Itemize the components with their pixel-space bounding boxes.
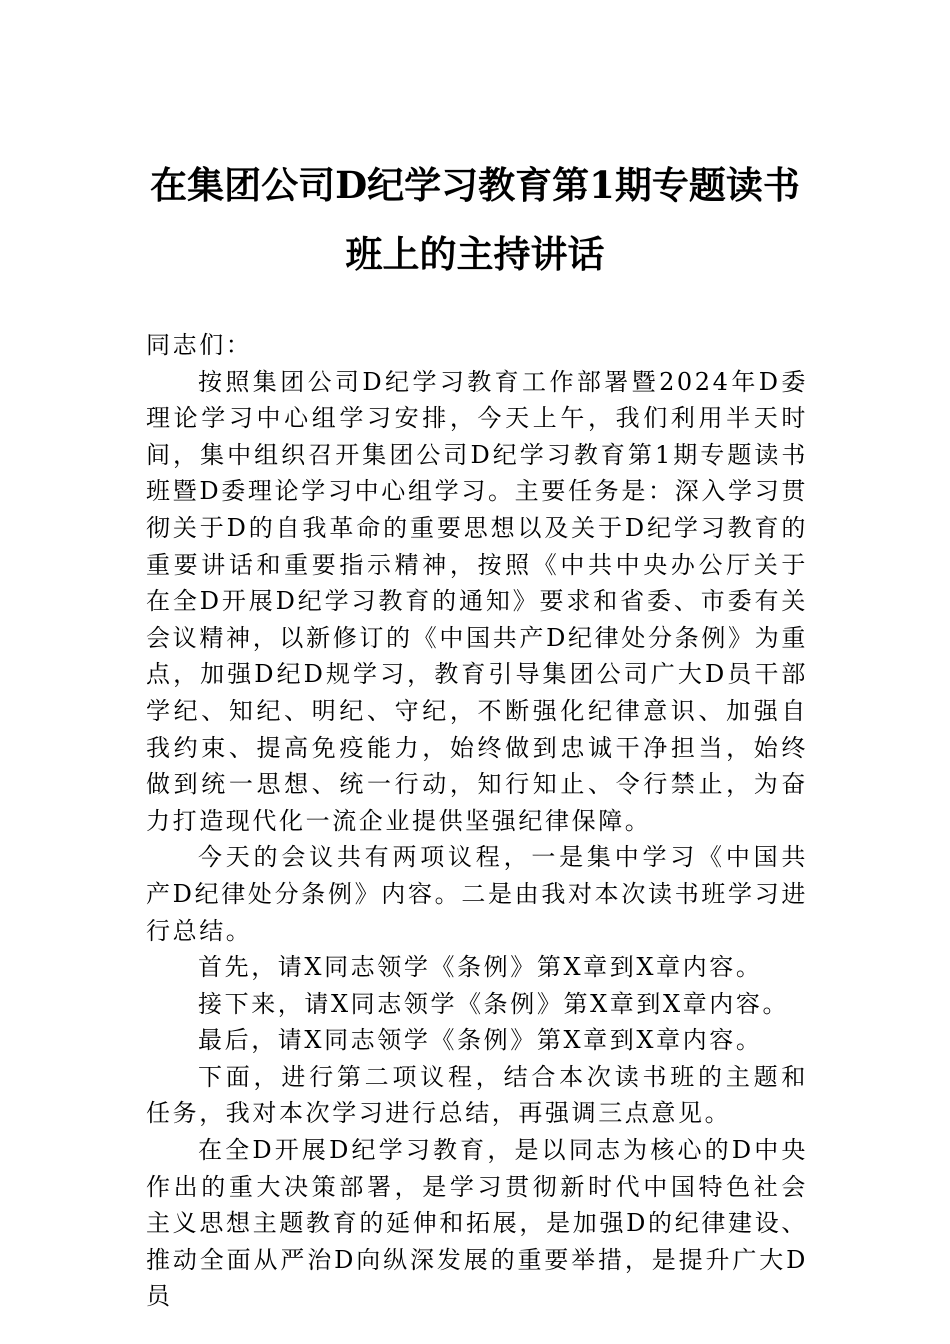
paragraph-5: 最后，请X同志领学《条例》第X章到X章内容。 [198, 1026, 763, 1055]
document-title-line-1: 在集团公司D纪学习教育第1期专题读书 [150, 163, 800, 207]
paragraph-7: 在全D开展D纪学习教育，是以同志为核心的D中央作出的重大决策部署，是学习贯彻新时代中国特色社会主义思想主题教育的延伸和拓展，是加强D的纪律建设、推动全面从严治D向纵深发展的重要举措，是提升广大D员 [146, 1136, 808, 1311]
paragraph-4: 接下来，请X同志领学《条例》第X章到X章内容。 [198, 989, 790, 1018]
paragraph-1: 按照集团公司D纪学习教育工作部署暨2024年D委理论学习中心组学习安排，今天上午，我们利用半天时间，集中组织召开集团公司D纪学习教育第1期专题读书班暨D委理论学习中心组学习。主要任务是：深入学习贯彻关于D的自我革命的重要思想以及关于D纪学习教育的重要讲话和重要指示精神，按照《中共中央办公厅关于在全D开展D纪学习教育的通知》要求和省委、市委有关会议精神，以新修订的《中国共产D纪律处分条例》为重点，加强D纪D规学习，教育引导集团公司广大D员干部学纪、知纪、明纪、守纪，不断强化纪律意识、加强自我约束、提高免疫能力，始终做到忠诚干净担当，始终做到统一思想、统一行动，知行知止、令行禁止，为奋力打造现代化一流企业提供坚强纪律保障。 [146, 367, 808, 835]
salutation: 同志们： [146, 331, 253, 359]
paragraph-6: 下面，进行第二项议程，结合本次读书班的主题和任务，我对本次学习进行总结，再强调三点意见。 [146, 1062, 808, 1128]
document-title-line-2: 班上的主持讲话 [345, 232, 605, 276]
paragraph-3: 首先，请X同志领学《条例》第X章到X章内容。 [198, 953, 763, 982]
paragraph-2: 今天的会议共有两项议程，一是集中学习《中国共产D纪律处分条例》内容。二是由我对本次读书班学习进行总结。 [146, 843, 808, 945]
document-body [146, 327, 808, 1315]
